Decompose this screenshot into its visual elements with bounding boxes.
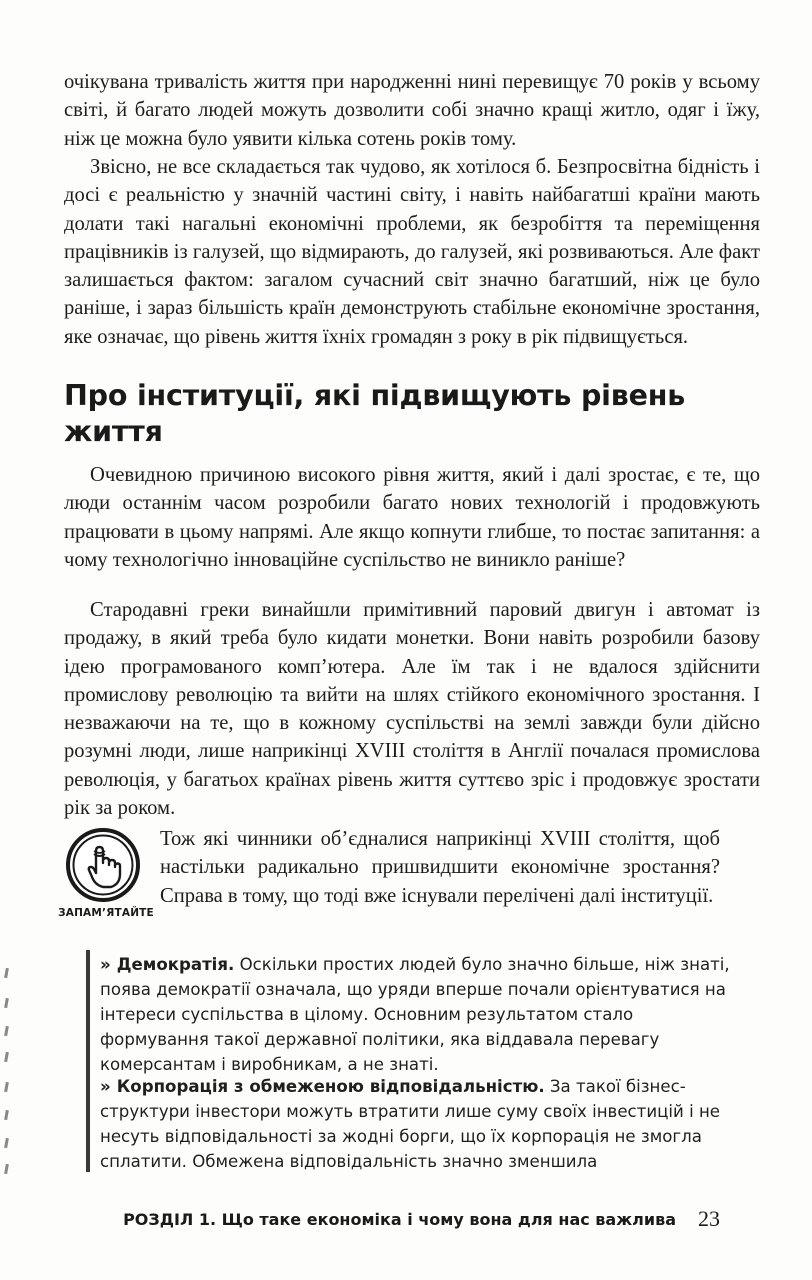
bullet-limited-liability [100, 1074, 740, 1174]
page-footer [123, 1206, 750, 1236]
scan-edge-marks [2, 960, 16, 1180]
paragraph-technology: Очевидною причиною високого рівня життя, який і далі зростає, є те, що люди останнім часом розробили багато нових технологій і продовжують працювати в цьому напрямі. Але якщо копнути глибше, то постає запитання: а чому технологічно інноваційне суспільство не виникло раніше? [64, 464, 760, 571]
paragraph-poverty: Звісно, не все складається так чудово, як хотілося б. Безпросвітна бідність і досі є реальністю у значній частині світу, і навіть найбагатші країни мають долати такі нагальні економічні проблеми, як безробіття та переміщення працівників із галузей, що відмирають, до галузей, які розвиваються. Але факт залишається фактом: загалом сучасний світ значно багатший, ніж це було раніше, і зараз більшість країн демонструють стабільне економічне зростання, яке означає, що рівень життя їхніх громадян з року в рік підвищується. [64, 156, 760, 348]
bullet-democracy [100, 952, 740, 1077]
paragraph-continuation: очікувана тривалість життя при народженні нині перевищує 70 років у всьому світі, й багато людей можуть дозволити собі значно кращі житло, одяг і їжу, ніж це можна було уявити кілька сотень років тому. [64, 71, 760, 150]
paragraph-remember: Тож які чинники об’єдналися наприкінці XVIII століття, щоб настільки радикально пришвидшити економічне зростання? Справа в тому, що тоді вже існували перелічені далі інституції. [160, 828, 720, 907]
bullet-list-bar [86, 950, 90, 1172]
remember-callout [58, 827, 153, 927]
page-number: 23 [698, 1206, 720, 1231]
bullet-chevron-icon: » [100, 1077, 111, 1096]
paragraph-ancient-greeks: Стародавні греки винайшли примітивний паровий двигун і автомат із продажу, в який треба було кидати монетки. Вони навіть розробили базову ідею програмованого комп’ютера. Але їм так і не вдалося здійснити промислову революцію та вийти на шлях стійкого економічного зростання. І незважаючи на те, що в кожному суспільстві на землі завжди були дійсно розумні люди, лише наприкінці XVIII століття в Англії почалася промислова революція, у багатьох країнах рівень життя суттєво зріс і продовжує зростати рік за роком. [64, 599, 760, 820]
remember-label: ЗАПАМ’ЯТАЙТЕ [58, 907, 154, 919]
finger-string-icon [65, 827, 141, 903]
bullet-chevron-icon: » [100, 955, 111, 974]
bullet-text: Оскільки простих людей було значно більше, ніж знаті, поява демократії означала, що уряди вперше почали орієнтуватися на інтереси суспільства в цілому. Основним результатом стало формування такої державної політики, яка віддавала перевагу комерсантам і виробникам, а не знаті. [100, 955, 730, 1074]
running-footer-title: РОЗДІЛ 1. Що таке економіка і чому вона для нас важлива [123, 1210, 676, 1229]
bullet-heading: Демократія. [116, 955, 235, 974]
bullet-heading: Корпорація з обмеженою відповідальністю. [116, 1077, 545, 1096]
section-heading: Про інституції, які підвищують рівень життя [64, 379, 686, 448]
bullet-text: За такої бізнес-структури інвестори можуть втратити лише суму своїх інвестицій і не несуть відповідальності за жодні борги, що їх корпорація не змогла сплатити. Обмежена відповідальність значно зменшила [100, 1077, 721, 1171]
